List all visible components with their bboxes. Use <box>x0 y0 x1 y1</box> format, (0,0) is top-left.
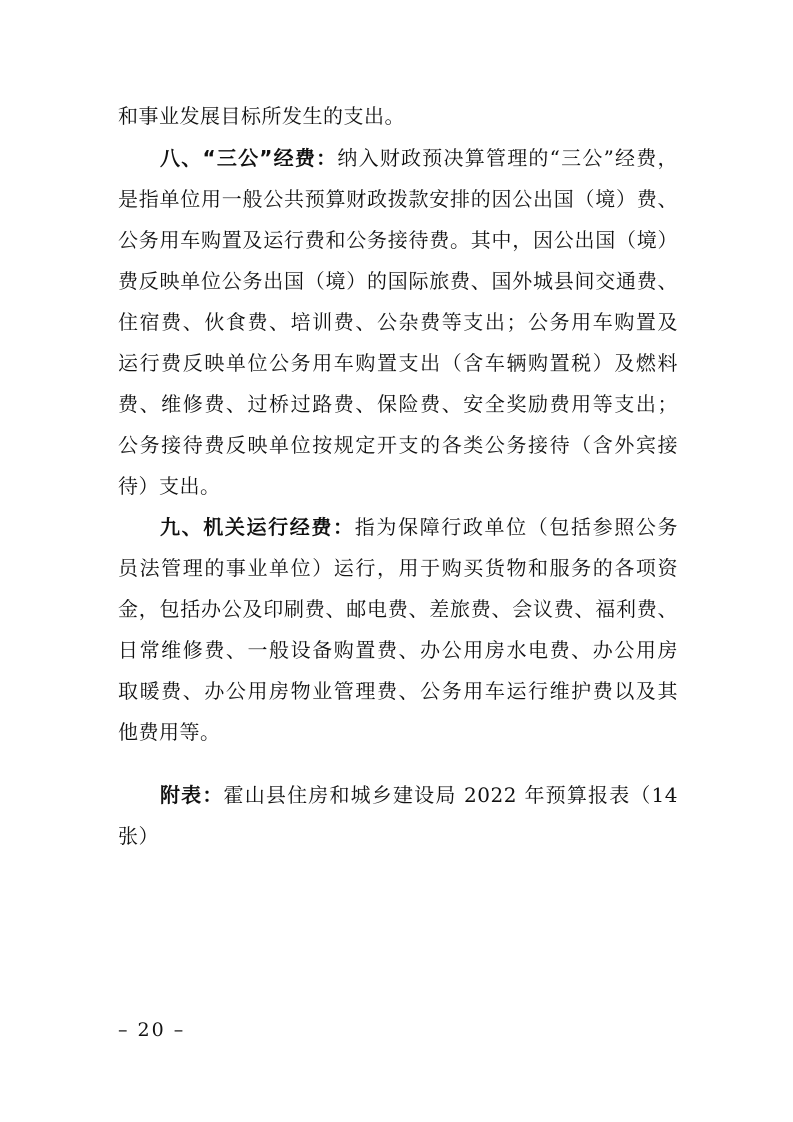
paragraph-line: 日常维修费、一般设备购置费、办公用房水电费、办公用房 <box>118 638 678 662</box>
section-eight-text: 纳入财政预决算管理的“三公”经费， <box>337 146 678 170</box>
appendix-first-line <box>160 780 678 810</box>
paragraph-line: 住宿费、伙食费、培训费、公杂费等支出；公务用车购置及 <box>118 310 678 334</box>
paragraph-line: 取暖费、办公用房物业管理费、公务用车运行维护费以及其 <box>118 679 678 703</box>
paragraph-line: 运行费反映单位公务用车购置支出（含车辆购置税）及燃料 <box>118 351 678 375</box>
paragraph-line: 费、维修费、过桥过路费、保险费、安全奖励费用等支出； <box>118 392 678 416</box>
section-eight-first-line <box>160 143 678 173</box>
section-nine-first-line <box>160 512 678 542</box>
paragraph-line: 公务用车购置及运行费和公务接待费。其中，因公出国（境） <box>118 228 678 252</box>
paragraph-line: 员法管理的事业单位）运行，用于购买货物和服务的各项资 <box>118 556 678 580</box>
section-nine-heading: 九、机关运行经费： <box>160 515 355 539</box>
section-eight-heading: 八、“三公”经费： <box>160 146 338 170</box>
appendix-second-line: 张） <box>118 824 159 848</box>
paragraph-line: 待）支出。 <box>118 474 221 498</box>
page-number: – 20 – <box>118 1019 186 1041</box>
paragraph-line: 费反映单位公务出国（境）的国际旅费、国外城县间交通费、 <box>118 269 678 293</box>
paragraph-line: 是指单位用一般公共预算财政拨款安排的因公出国（境）费、 <box>118 187 678 211</box>
section-nine-text: 指为保障行政单位（包括参照公务 <box>354 515 679 539</box>
appendix-heading: 附表： <box>160 783 224 807</box>
paragraph-line: 金，包括办公及印刷费、邮电费、差旅费、会议费、福利费、 <box>118 597 678 621</box>
paragraph-line: 他费用等。 <box>118 720 221 744</box>
appendix-text: 霍山县住房和城乡建设局 2022 年预算报表（14 <box>223 783 679 807</box>
paragraph-line: 和事业发展目标所发生的支出。 <box>118 104 405 128</box>
paragraph-line: 公务接待费反映单位按规定开支的各类公务接待（含外宾接 <box>118 433 678 457</box>
